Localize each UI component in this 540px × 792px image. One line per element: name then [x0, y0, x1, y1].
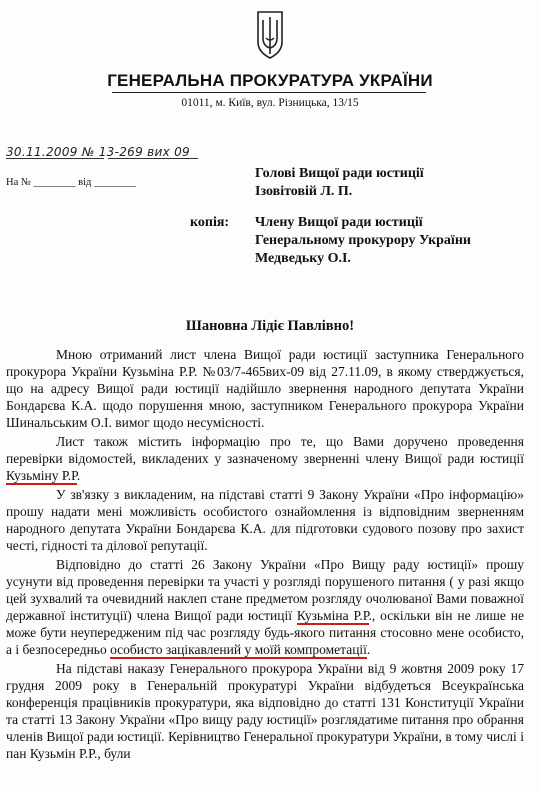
- number-underline: [108, 158, 198, 159]
- header-divider: [112, 92, 426, 93]
- paragraph-2-text: Лист також містить інформацію про те, що Вами доручено проведення перевірки відомостей, викладених у зазначеному зверненні члену Вищої ради юстиції: [6, 434, 524, 466]
- paragraph-4-mid: ., оскільки він не лише не може бути неупередженим під час розгляду будь-якого питання стосовно мене особисто, а і безпосередньо: [6, 608, 524, 657]
- organization-title: ГЕНЕРАЛЬНА ПРОКУРАТУРА УКРАЇНИ: [107, 71, 433, 90]
- copy-line-2: Генеральному прокурору України: [255, 233, 471, 248]
- salutation: Шановна Лідіє Павлівно!: [185, 318, 355, 334]
- date-underline: [6, 158, 104, 159]
- copy-line-1: Члену Вищої ради юстиції: [255, 215, 423, 230]
- reference-line: На № ________ від ________: [6, 177, 136, 188]
- paragraph-3: У зв'язку з викладеним, на підставі статті 9 Закону України «Про інформацію» прошу надати мені можливість особистого ознайомлення із відповідним зверненням народного депутата України Бондарєва К.А. для підготовки судового позову про захист честі, гідності та ділової репутації.: [6, 487, 524, 553]
- paragraph-2-end: .: [76, 468, 81, 483]
- copy-label: копія:: [190, 215, 230, 230]
- copy-line-3: Медведьку О.І.: [255, 251, 351, 266]
- paragraph-4-end: .: [366, 642, 371, 657]
- organization-address: 01011, м. Київ, вул. Різницька, 13/15: [181, 97, 359, 109]
- letter-body: [6, 346, 524, 764]
- underlined-name: Кузьміну Р.Р: [6, 468, 77, 483]
- handwritten-outgoing-number: 30.11.2009 № 13-269 вих 09: [6, 145, 190, 159]
- recipient-line-2: Ізовітовій Л. П.: [255, 184, 353, 199]
- paragraph-4-text: Відповідно до статті 26 Закону України «Про Вищу раду юстиції» прошу усунути від проведення перевірки та участі у розгляді порушеного питання ( у разі якщо цей зухвалий та очевидний наклеп стане предметом розгляду очолюваної Вами поважної державної інституції) члена Вищої ради юстиції: [6, 557, 524, 623]
- recipient-line-1: Голові Вищої ради юстиції: [255, 166, 424, 181]
- copy-recipient-block: [255, 214, 471, 268]
- paragraph-5: На підставі наказу Генерального прокурора України від 9 жовтня 2009 року 17 грудня 2009 року в Генеральній прокуратурі України відбудеться Всеукраїнська конференція працівників прокуратури, яка відповідно до статті 131 Конституції України та статті 13 Закону України «Про вищу раду юстиції» розглядатиме питання про обрання членів Вищої ради юстиції. Керівництво Генеральної прокуратури України, в тому числі і пан Кузьмін Р.Р., були: [6, 661, 524, 761]
- trident-emblem-icon: [255, 8, 285, 60]
- underlined-phrase: особисто зацікавлений у моїй компрометації: [110, 642, 367, 657]
- recipient-block: [255, 165, 424, 201]
- paragraph-2: [6, 433, 524, 484]
- paragraph-1: Мною отриманий лист члена Вищої ради юстиції заступника Генерального прокурора України Кузьміна Р.Р. №03/7-465вих-09 від 27.11.09, в якому стверджується, що на адресу Вищої ради юстиції надійшло звернення народного депутата України Бондарєва К.А. щодо порушення мною, заступником Генерального прокурора України Шинальським О.І. вимог щодо несумісності.: [6, 347, 524, 430]
- underlined-name-2: Кузьміна Р.Р: [296, 608, 369, 623]
- paragraph-4: [6, 556, 524, 658]
